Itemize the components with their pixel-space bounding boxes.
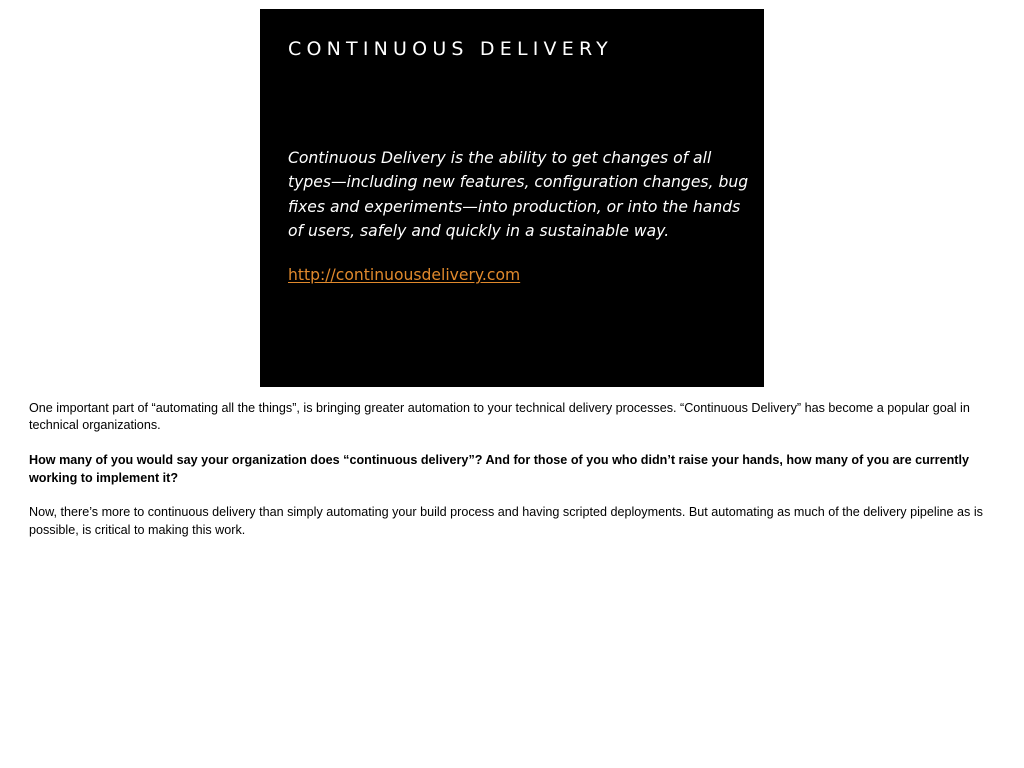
slide-definition-quote: Continuous Delivery is the ability to get changes of all types—including new features, configuration changes, bug fixes and experiments—into production, or into the hands of users, safely and quickly in a sustainable way. (288, 149, 749, 240)
continuous-delivery-link[interactable]: http://continuousdelivery.com (288, 266, 521, 284)
notes-paragraph-1: One important part of “automating all the things”, is bringing greater automation to your technical delivery processes. “Continuous Delivery” has become a popular goal in technical organizations. (29, 401, 970, 433)
slide-title: CONTINUOUS DELIVERY (288, 38, 613, 60)
notes-paragraph-3: Now, there’s more to continuous delivery than simply automating your build process and having scripted deployments. But automating as much of the delivery pipeline as is possible, is critical to making this work. (29, 505, 983, 537)
notes-paragraph-2-question: How many of you would say your organization does “continuous delivery”? And for those of you who didn’t raise your hands, how many of you are currently working to implement it? (29, 453, 969, 485)
slide-thumbnail (260, 9, 764, 387)
speaker-notes (29, 400, 995, 557)
